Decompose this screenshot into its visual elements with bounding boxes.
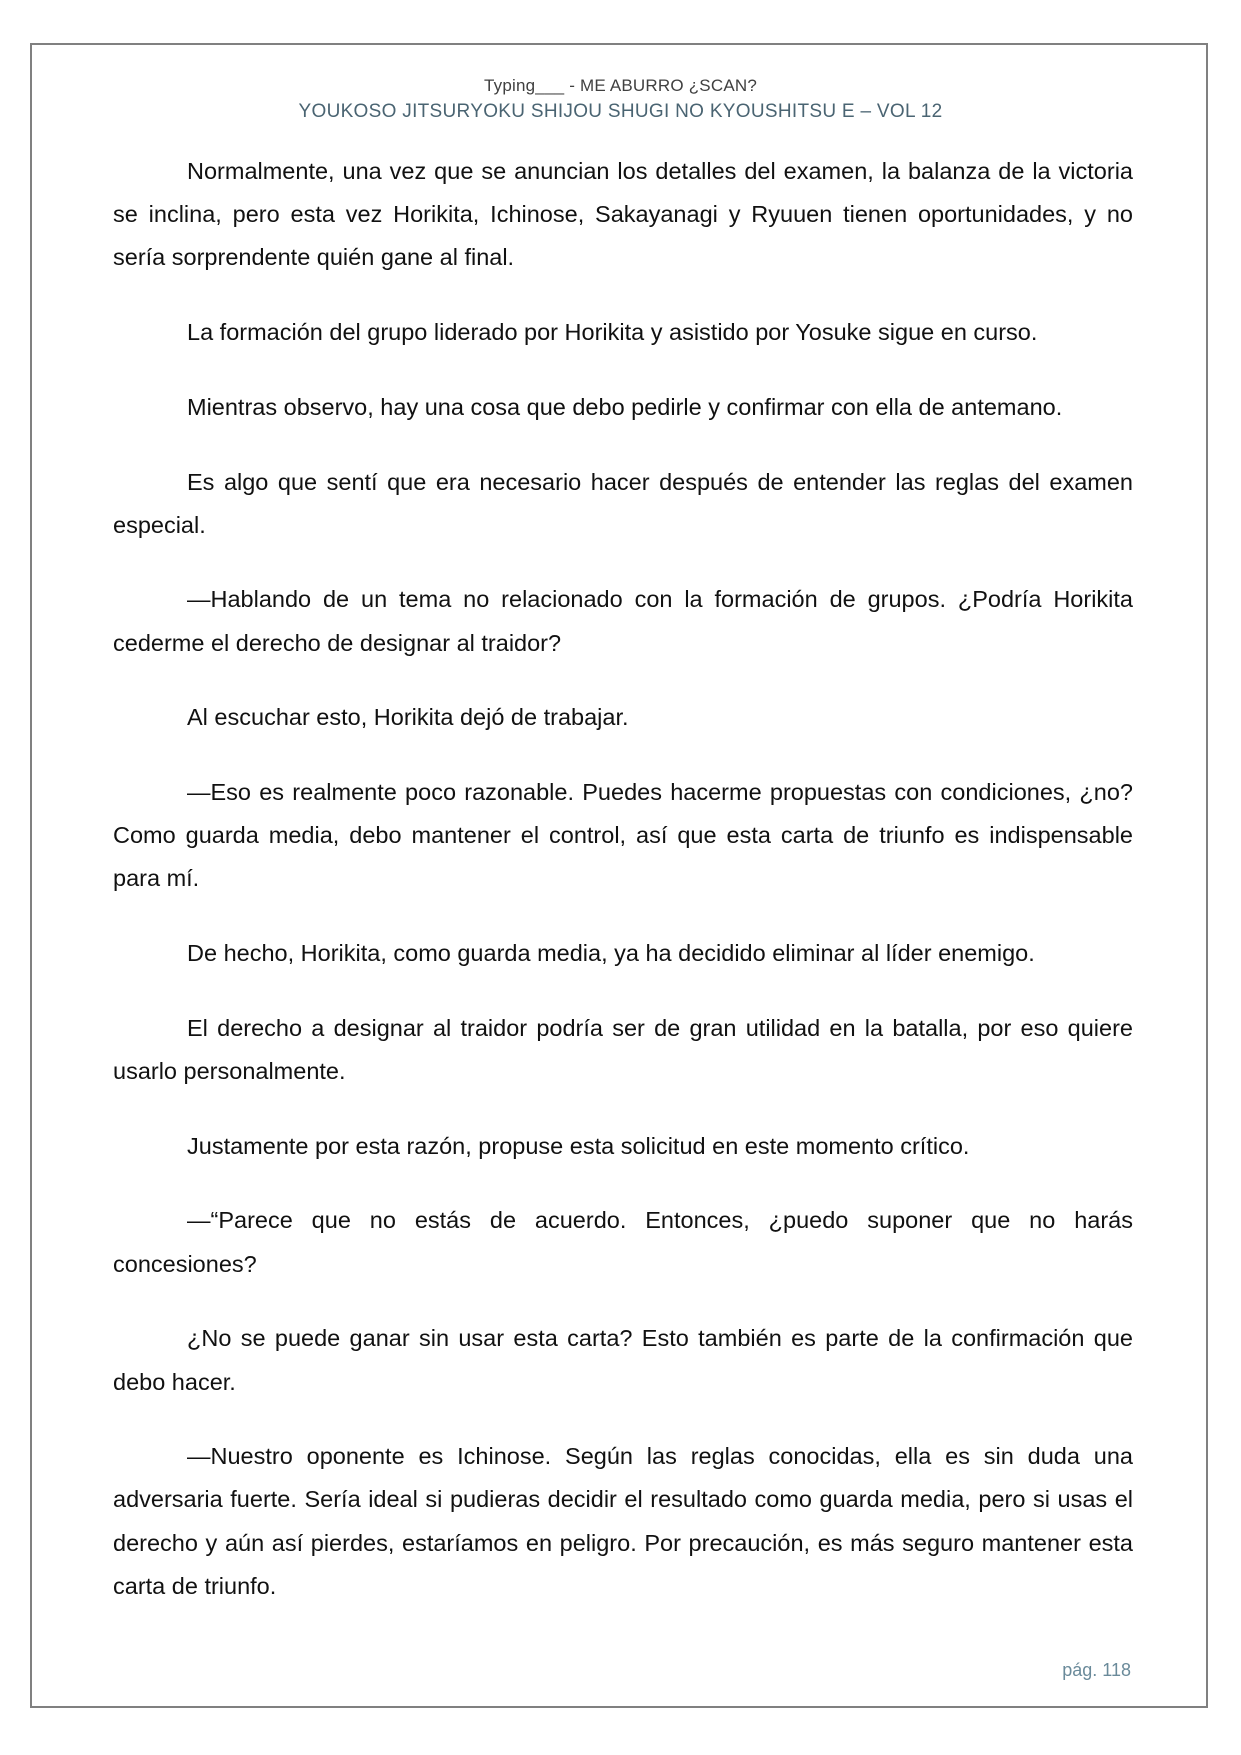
paragraph: —Eso es realmente poco razonable. Puedes hacerme propuestas con condiciones, ¿no? Como guarda media, debo mantener el control, así que esta carta de triunfo es indispensable para mí. bbox=[113, 779, 1133, 892]
paragraph: El derecho a designar al traidor podría ser de gran utilidad en la batalla, por eso quiere usarlo personalmente. bbox=[113, 1014, 1133, 1085]
paragraph: —Nuestro oponente es Ichinose. Según las reglas conocidas, ella es sin duda una adversaria fuerte. Sería ideal si pudieras decidir el resultado como guarda media, pero si usas el derecho y aún así pierdes, estaríamos en peligro. Por precaución, es más seguro mantener esta carta de triunfo. bbox=[113, 1443, 1133, 1599]
paragraph: —Hablando de un tema no relacionado con la formación de grupos. ¿Podría Horikita cederme el derecho de designar al traidor? bbox=[113, 586, 1133, 656]
paragraph: Mientras observo, hay una cosa que debo pedirle y confirmar con ella de antemano. bbox=[187, 393, 1063, 420]
paragraph: Es algo que sentí que era necesario hacer después de entender las reglas del examen especial. bbox=[113, 468, 1133, 538]
page-number: pág. 118 bbox=[1062, 1660, 1131, 1680]
paragraph: ¿No se puede ganar sin usar esta carta? Esto también es parte de la confirmación que debo hacer. bbox=[113, 1325, 1133, 1395]
paragraph: Normalmente, una vez que se anuncian los detalles del examen, la balanza de la victoria se inclina, pero esta vez Horikita, Ichinose, Sakayanagi y Ryuuen tienen oportunidades, y no sería sorprendente quién gane al final. bbox=[113, 158, 1133, 271]
paragraph: —“Parece que no estás de acuerdo. Entonces, ¿puedo suponer que no harás concesiones? bbox=[113, 1207, 1133, 1277]
paragraph: Justamente por esta razón, propuse esta solicitud en este momento crítico. bbox=[187, 1132, 970, 1159]
paragraph: De hecho, Horikita, como guarda media, ya ha decidido eliminar al líder enemigo. bbox=[187, 940, 1035, 967]
header-book-title: YOUKOSO JITSURYOKU SHIJOU SHUGI NO KYOUSHITSU E – VOL 12 bbox=[298, 101, 943, 122]
body-text bbox=[113, 150, 1133, 1640]
paragraph: La formación del grupo liderado por Horikita y asistido por Yosuke sigue en curso. bbox=[187, 319, 1038, 346]
paragraph: Al escuchar esto, Horikita dejó de trabajar. bbox=[187, 704, 629, 731]
header-typing-credit: Typing___ - ME ABURRO ¿SCAN? bbox=[484, 76, 757, 95]
